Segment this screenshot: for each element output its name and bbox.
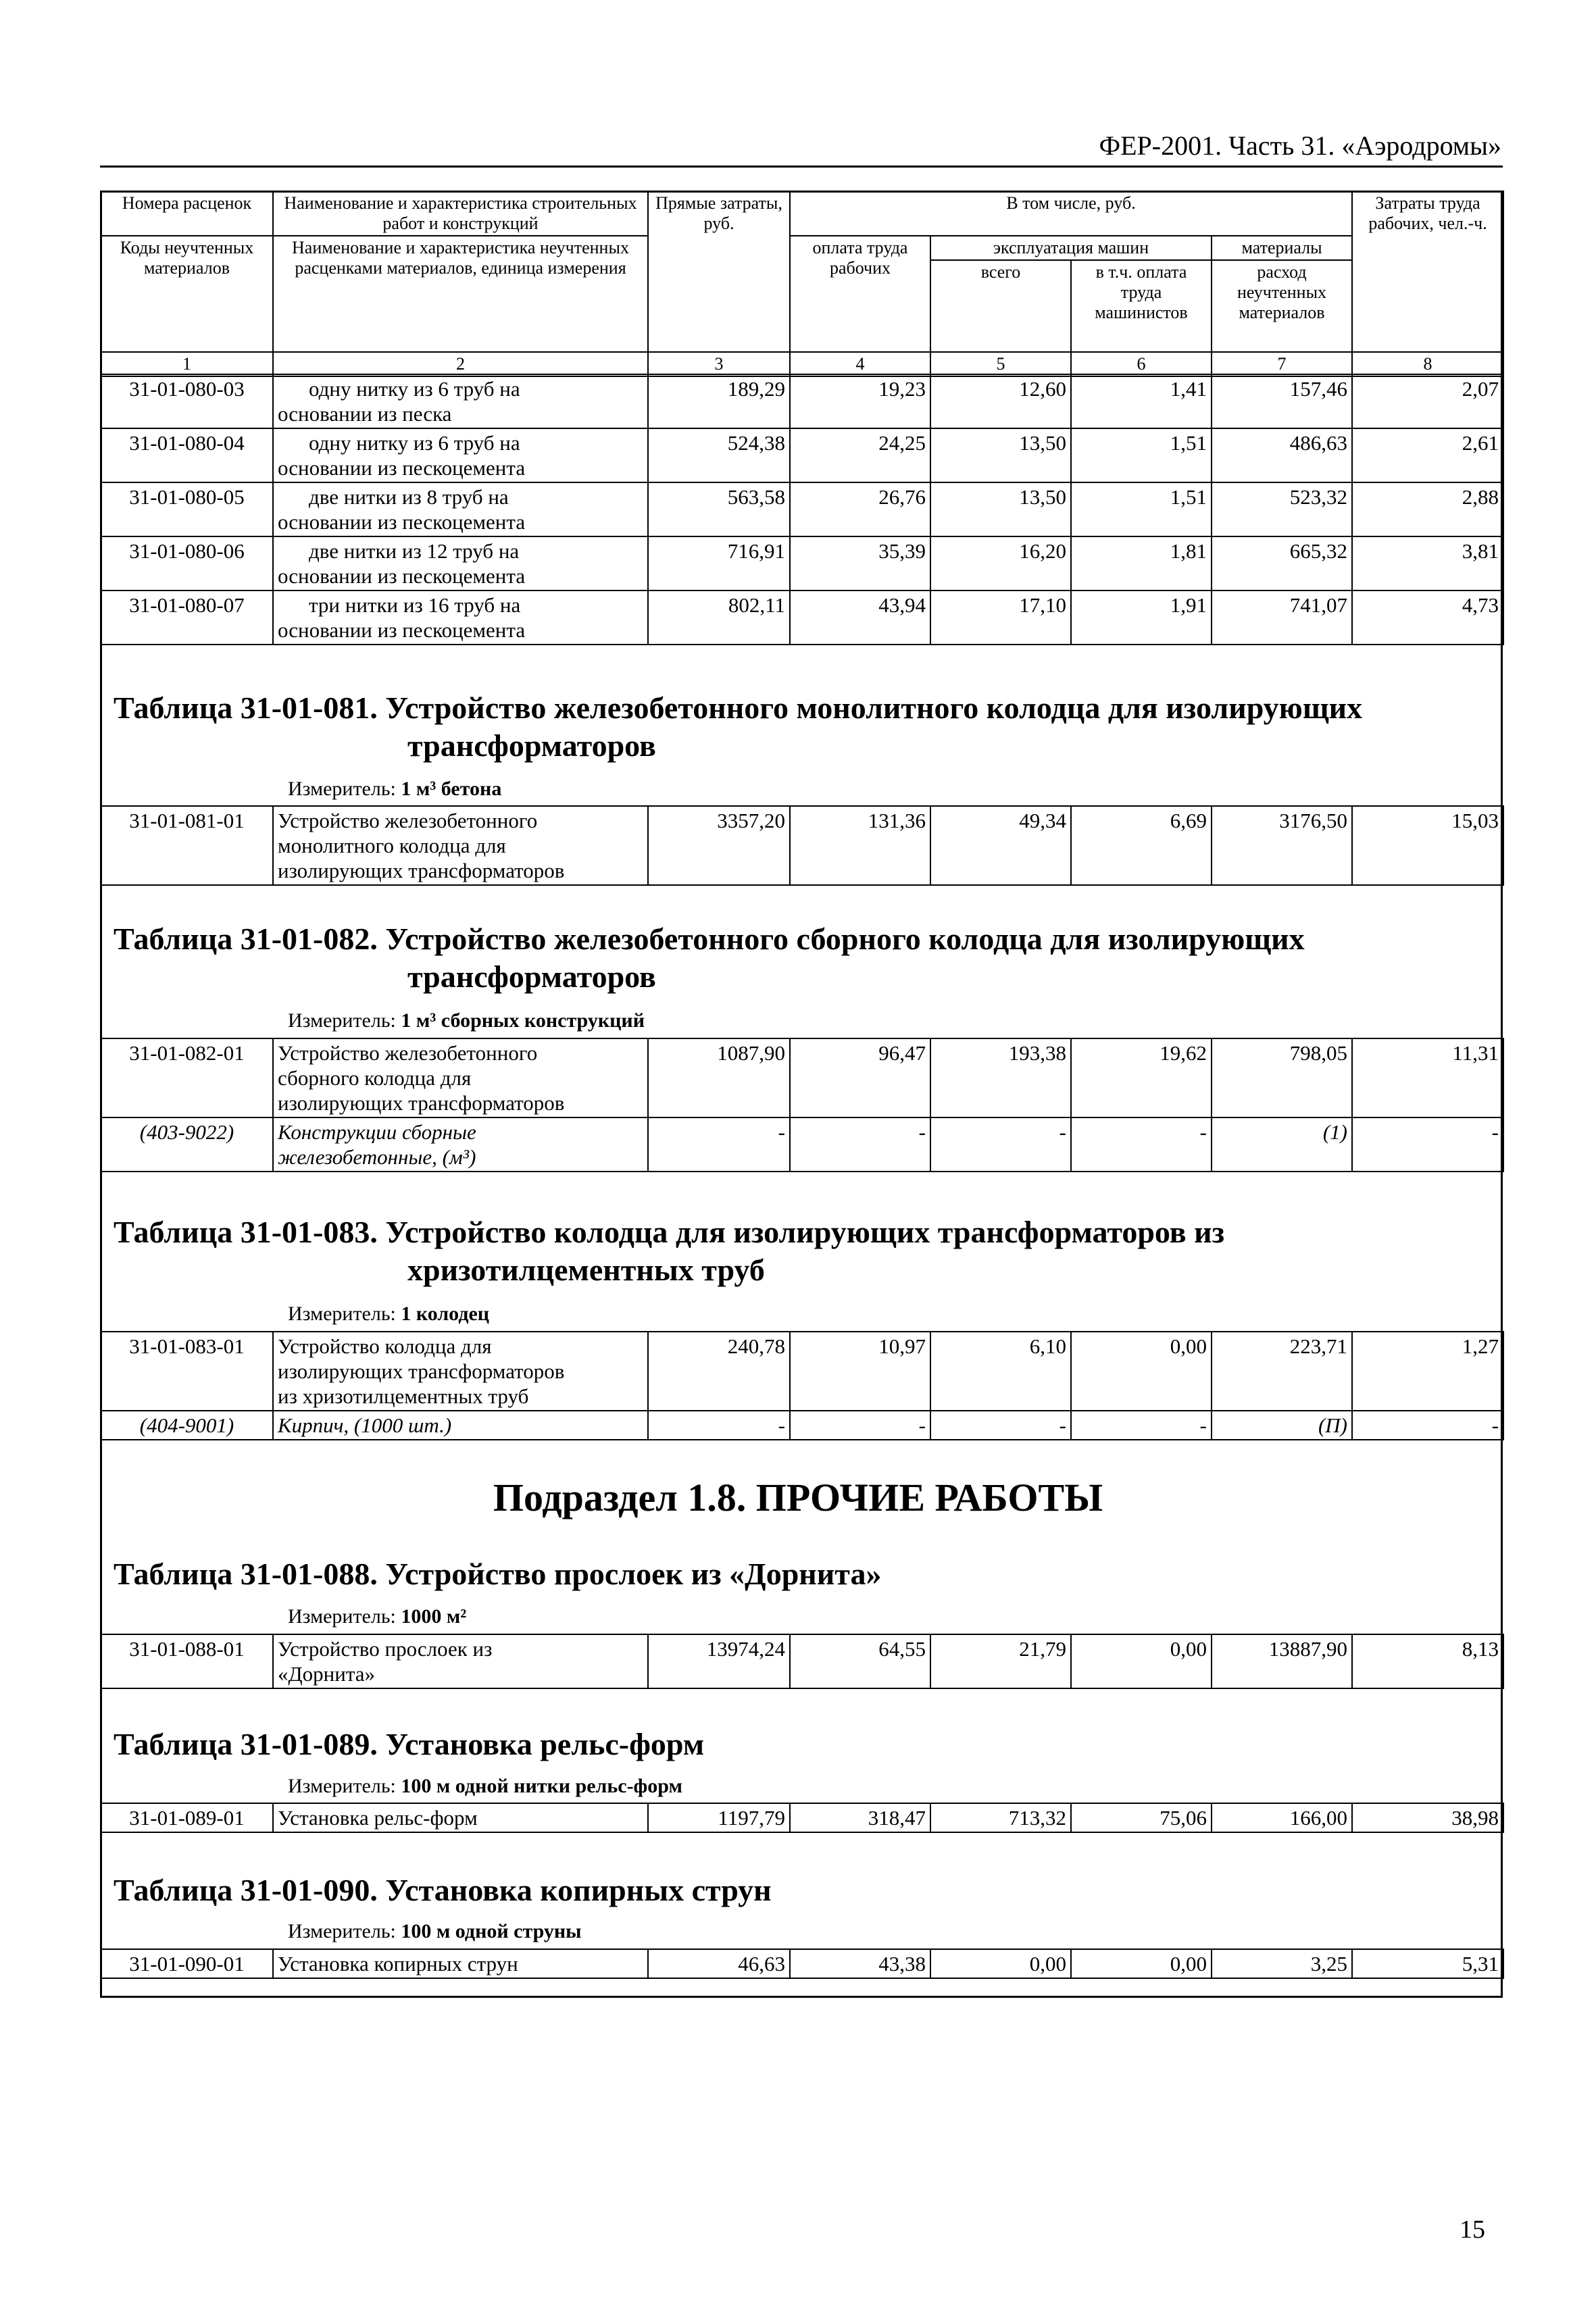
work-name: Устройство железобетонного сборного колодца для изолирующих трансформаторов [273, 1038, 648, 1117]
hdr-including: В том числе, руб. [790, 191, 1352, 236]
table-081-title [114, 689, 1362, 765]
header-rule [100, 166, 1503, 168]
hdr-labor-hours: Затраты труда рабочих, чел.-ч. [1352, 191, 1503, 352]
materials: 486,63 [1212, 428, 1352, 482]
machinist-wages: 1,81 [1071, 536, 1212, 590]
machines-total: 713,32 [930, 1803, 1071, 1832]
unit-value: 1 м³ сборных конструкций [401, 1009, 645, 1032]
wages: 96,47 [790, 1038, 930, 1117]
work-name: Установка копирных струн [273, 1949, 648, 1978]
unit-label: Измеритель: [288, 1775, 396, 1797]
rate-code: 31-01-090-01 [101, 1949, 273, 1978]
machines-total: 6,10 [930, 1332, 1071, 1411]
table-081 [100, 805, 1504, 886]
labor-hours: 1,27 [1352, 1332, 1503, 1411]
table-row [101, 482, 1503, 536]
rate-code: 31-01-083-01 [101, 1332, 273, 1411]
materials: 223,71 [1212, 1332, 1352, 1411]
labor-hours: 4,73 [1352, 590, 1503, 645]
machinist-wages: 1,91 [1071, 590, 1212, 645]
wages: 64,55 [790, 1634, 930, 1688]
material-consumption: (П) [1212, 1411, 1352, 1440]
machines-total: 12,60 [930, 374, 1071, 428]
hdr-num-7: 7 [1212, 352, 1352, 376]
table-082-title [114, 920, 1305, 996]
machinist-wages: 75,06 [1071, 1803, 1212, 1832]
hdr-num-1: 1 [101, 352, 273, 376]
wages: 24,25 [790, 428, 930, 482]
table-row [101, 1803, 1503, 1832]
work-name: две нитки из 8 труб на основании из пескоцемента [273, 482, 648, 536]
table-090-unit [288, 1920, 582, 1943]
wages: 43,94 [790, 590, 930, 645]
machines-total: 0,00 [930, 1949, 1071, 1978]
hdr-num-5: 5 [930, 352, 1071, 376]
hdr-num-3: 3 [648, 352, 790, 376]
hdr-machines: эксплуатация машин [930, 236, 1212, 260]
table-080 [100, 374, 1504, 645]
unit-value: 1 м³ бетона [401, 778, 502, 800]
work-name: Устройство колодца для изолирующих трансформаторов из хризотилцементных труб [273, 1332, 648, 1411]
labor-hours: 8,13 [1352, 1634, 1503, 1688]
table-row [101, 1949, 1503, 1978]
hdr-material-names: Наименование и характеристика неучтенных расценками материалов, единица измерения [273, 236, 648, 352]
table-083-title-line2: хризотилцементных труб [407, 1253, 765, 1287]
direct-cost: 46,63 [648, 1949, 790, 1978]
page-number: 15 [1460, 2215, 1485, 2244]
materials: 166,00 [1212, 1803, 1352, 1832]
machines-total: 13,50 [930, 482, 1071, 536]
unit-value: 100 м одной нитки рельс-форм [401, 1775, 682, 1797]
materials: 741,07 [1212, 590, 1352, 645]
hdr-material-consumption: расход неучтенных материалов [1212, 260, 1352, 352]
unit-value: 1000 м² [401, 1605, 467, 1628]
material-wages: - [790, 1411, 930, 1440]
wages: 10,97 [790, 1332, 930, 1411]
labor-hours: 5,31 [1352, 1949, 1503, 1978]
work-name: одну нитку из 6 труб на основании из песка [273, 374, 648, 428]
hdr-wages: оплата труда рабочих [790, 236, 930, 352]
table-row [101, 1332, 1503, 1411]
unit-label: Измеритель: [288, 1920, 396, 1942]
work-name: две нитки из 12 труб на основании из пескоцемента [273, 536, 648, 590]
unit-value: 1 колодец [401, 1303, 490, 1325]
labor-hours: 38,98 [1352, 1803, 1503, 1832]
materials: 13887,90 [1212, 1634, 1352, 1688]
hdr-name: Наименование и характеристика строительных работ и конструкций [273, 191, 648, 236]
material-row [101, 1117, 1503, 1172]
direct-cost: 563,58 [648, 482, 790, 536]
table-083-title-line1: Таблица 31-01-083. Устройство колодца для изолирующих трансформаторов из [114, 1215, 1225, 1249]
hdr-material-codes: Коды неучтенных материалов [101, 236, 273, 352]
materials: 798,05 [1212, 1038, 1352, 1117]
table-row [101, 1634, 1503, 1688]
rate-code: 31-01-080-04 [101, 428, 273, 482]
direct-cost: 189,29 [648, 374, 790, 428]
machinist-wages: 6,69 [1071, 806, 1212, 885]
direct-cost: 802,11 [648, 590, 790, 645]
wages: 35,39 [790, 536, 930, 590]
table-082-title-line1: Таблица 31-01-082. Устройство железобетонного сборного колодца для изолирующих [114, 922, 1305, 956]
material-consumption: (1) [1212, 1117, 1352, 1172]
table-row [101, 590, 1503, 645]
wages: 19,23 [790, 374, 930, 428]
machinist-wages: 0,00 [1071, 1332, 1212, 1411]
material-direct-cost: - [648, 1117, 790, 1172]
unit-value: 100 м одной струны [401, 1920, 582, 1942]
table-row [101, 806, 1503, 885]
direct-cost: 13974,24 [648, 1634, 790, 1688]
hdr-machinist-wages: в т.ч. оплата труда машинистов [1071, 260, 1212, 352]
wages: 26,76 [790, 482, 930, 536]
hdr-num-2: 2 [273, 352, 648, 376]
unit-label: Измеритель: [288, 1303, 396, 1325]
direct-cost: 1197,79 [648, 1803, 790, 1832]
table-083-title [114, 1213, 1224, 1289]
table-089-unit [288, 1775, 682, 1798]
machines-total: 13,50 [930, 428, 1071, 482]
table-row [101, 536, 1503, 590]
machines-total: 17,10 [930, 590, 1071, 645]
direct-cost: 3357,20 [648, 806, 790, 885]
table-row [101, 1038, 1503, 1117]
material-labor-hours: - [1352, 1117, 1503, 1172]
wages: 43,38 [790, 1949, 930, 1978]
table-089 [100, 1803, 1504, 1833]
table-088-unit [288, 1605, 466, 1628]
material-direct-cost: - [648, 1411, 790, 1440]
materials: 665,32 [1212, 536, 1352, 590]
machinist-wages: 1,51 [1071, 482, 1212, 536]
rate-code: 31-01-080-06 [101, 536, 273, 590]
rate-code: 31-01-080-05 [101, 482, 273, 536]
direct-cost: 524,38 [648, 428, 790, 482]
hdr-code: Номера расценок [101, 191, 273, 236]
materials: 523,32 [1212, 482, 1352, 536]
material-code: (403-9022) [101, 1117, 273, 1172]
rate-code: 31-01-080-07 [101, 590, 273, 645]
work-name: Установка рельс-форм [273, 1803, 648, 1832]
wages: 131,36 [790, 806, 930, 885]
hdr-materials: материалы [1212, 236, 1352, 260]
table-089-title: Таблица 31-01-089. Установка рельс-форм [114, 1727, 705, 1761]
materials: 3176,50 [1212, 806, 1352, 885]
work-name: три нитки из 16 труб на основании из пескоцемента [273, 590, 648, 645]
column-header-table [100, 191, 1504, 377]
table-081-title-line2: трансформаторов [407, 728, 656, 763]
material-name: Конструкции сборные железобетонные, (м³) [273, 1117, 648, 1172]
materials: 157,46 [1212, 374, 1352, 428]
work-name: Устройство железобетонного монолитного колодца для изолирующих трансформаторов [273, 806, 648, 885]
table-081-unit [288, 778, 501, 801]
table-081-title-line1: Таблица 31-01-081. Устройство железобетонного монолитного колодца для изолирующих [114, 690, 1363, 725]
rate-code: 31-01-082-01 [101, 1038, 273, 1117]
table-082-title-line2: трансформаторов [407, 959, 656, 994]
section-title: Подраздел 1.8. ПРОЧИЕ РАБОТЫ [493, 1476, 1103, 1519]
rate-code: 31-01-080-03 [101, 374, 273, 428]
material-machinist-wages: - [1071, 1411, 1212, 1440]
hdr-machines-total: всего [930, 260, 1071, 352]
table-088 [100, 1634, 1504, 1689]
table-088-title: Таблица 31-01-088. Устройство прослоек из «Дорнита» [114, 1557, 882, 1591]
labor-hours: 11,31 [1352, 1038, 1503, 1117]
direct-cost: 716,91 [648, 536, 790, 590]
material-machines: - [930, 1117, 1071, 1172]
machines-total: 49,34 [930, 806, 1071, 885]
machinist-wages: 1,51 [1071, 428, 1212, 482]
labor-hours: 2,61 [1352, 428, 1503, 482]
material-row [101, 1411, 1503, 1440]
hdr-num-4: 4 [790, 352, 930, 376]
running-head: ФЕР-2001. Часть 31. «Аэродромы» [1099, 130, 1501, 161]
wages: 318,47 [790, 1803, 930, 1832]
labor-hours: 15,03 [1352, 806, 1503, 885]
material-wages: - [790, 1117, 930, 1172]
direct-cost: 1087,90 [648, 1038, 790, 1117]
labor-hours: 2,07 [1352, 374, 1503, 428]
unit-label: Измеритель: [288, 1009, 396, 1032]
machines-total: 16,20 [930, 536, 1071, 590]
machinist-wages: 19,62 [1071, 1038, 1212, 1117]
table-090-title: Таблица 31-01-090. Установка копирных струн [114, 1873, 772, 1907]
work-name: Устройство прослоек из «Дорнита» [273, 1634, 648, 1688]
table-row [101, 428, 1503, 482]
table-083 [100, 1331, 1504, 1440]
direct-cost: 240,78 [648, 1332, 790, 1411]
machines-total: 21,79 [930, 1634, 1071, 1688]
labor-hours: 3,81 [1352, 536, 1503, 590]
labor-hours: 2,88 [1352, 482, 1503, 536]
material-machines: - [930, 1411, 1071, 1440]
unit-label: Измеритель: [288, 1605, 396, 1628]
rate-code: 31-01-088-01 [101, 1634, 273, 1688]
machinist-wages: 1,41 [1071, 374, 1212, 428]
hdr-direct-cost: Прямые затраты, руб. [648, 191, 790, 352]
material-name: Кирпич, (1000 шт.) [273, 1411, 648, 1440]
table-083-unit [288, 1303, 489, 1326]
machinist-wages: 0,00 [1071, 1634, 1212, 1688]
material-code: (404-9001) [101, 1411, 273, 1440]
table-090 [100, 1948, 1504, 1979]
work-name: одну нитку из 6 труб на основании из пескоцемента [273, 428, 648, 482]
material-labor-hours: - [1352, 1411, 1503, 1440]
table-082-unit [288, 1009, 645, 1032]
rate-code: 31-01-089-01 [101, 1803, 273, 1832]
hdr-num-6: 6 [1071, 352, 1212, 376]
table-row [101, 374, 1503, 428]
machinist-wages: 0,00 [1071, 1949, 1212, 1978]
material-machinist-wages: - [1071, 1117, 1212, 1172]
unit-label: Измеритель: [288, 778, 396, 800]
machines-total: 193,38 [930, 1038, 1071, 1117]
hdr-num-8: 8 [1352, 352, 1503, 376]
rate-code: 31-01-081-01 [101, 806, 273, 885]
materials: 3,25 [1212, 1949, 1352, 1978]
table-082 [100, 1038, 1504, 1172]
